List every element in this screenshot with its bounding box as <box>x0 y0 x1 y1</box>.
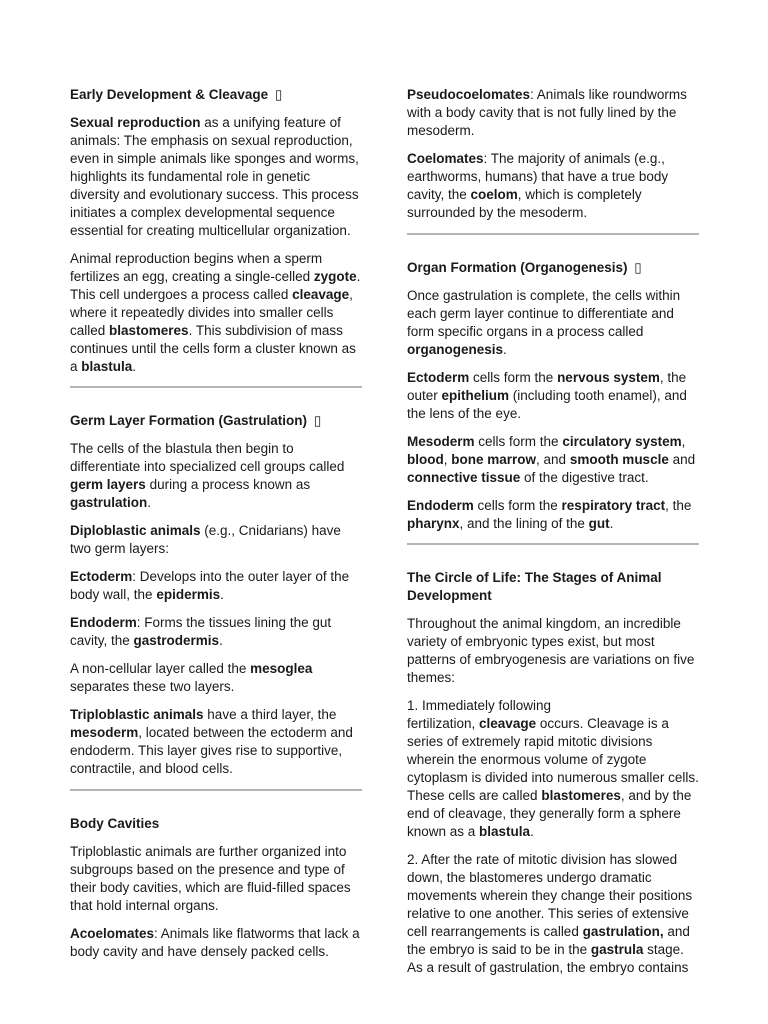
paragraph-mesoderm-organs: Mesoderm cells form the circulatory system, blood, bone marrow, and smooth muscle and connective tissue of the digestive tract. <box>407 434 696 485</box>
paragraph-animal-reproduction: Animal reproduction begins when a sperm fertilizes an egg, creating a single-celled zygote. This cell undergoes a process called cleavage, where it repeatedly divides into smaller cells called blastomeres. This subdivision of mass continues until the cells form a cluster known as a blastula. <box>70 251 361 374</box>
section-divider <box>407 233 699 235</box>
paragraph-embryonic-variety: Throughout the animal kingdom, an incredible variety of embryonic types exist, but most patterns of embryogenesis are variations on five themes: <box>407 616 695 685</box>
paragraph-coelomates: Coelomates: The majority of animals (e.g., earthworms, humans) that have a true body cavity, the coelom, which is completely surrounded by the mesoderm. <box>407 151 669 220</box>
paragraph-organogenesis: Once gastrulation is complete, the cells within each germ layer continue to differentiate and form specific organs in a process called organogenesis. <box>407 288 681 357</box>
paragraph-triploblastic-subgroups: Triploblastic animals are further organized into subgroups based on the presence and type of their body cavities, which are fluid-filled spaces that hold internal organs. <box>70 844 351 913</box>
paragraph-acoelomates: Acoelomates: Animals like flatworms that lack a body cavity and have densely packed cells. <box>70 926 360 959</box>
right-column <box>407 86 699 987</box>
missing-glyph-icon: ▯ <box>313 413 322 428</box>
section-divider <box>407 543 699 545</box>
section-heading-early-development: Early Development & Cleavage ▯ <box>70 87 283 102</box>
missing-glyph-icon: ▯ <box>634 260 642 275</box>
paragraph-mesoglea: A non-cellular layer called the mesoglea separates these two layers. <box>70 661 313 694</box>
section-divider <box>70 386 362 388</box>
paragraph-ectoderm: Ectoderm: Develops into the outer layer of the body wall, the epidermis. <box>70 569 350 602</box>
paragraph-stage-1-cleavage: 1. Immediately following fertilization, cleavage occurs. Cleavage is a series of extremely rapid mitotic divisions wherein the enormous volume of zygote cytoplasm is divided into numerous smaller cells. These cells are called blastomeres, and by the end of cleavage, they generally form a sphere known as a blastula. <box>407 698 699 839</box>
section-heading-body-cavities: Body Cavities <box>70 816 160 831</box>
paragraph-pseudocoelomates: Pseudocoelomates: Animals like roundworms with a body cavity that is not fully lined by the mesoderm. <box>407 87 687 138</box>
section-divider <box>70 789 362 791</box>
paragraph-stage-2-gastrulation: 2. After the rate of mitotic division has slowed down, the blastomeres undergo dramatic movements wherein they change their positions relative to one another. This series of extensive cell rearrangements is called gastrulation, and the embryo is said to be in the gastrula stage. As a result of gastrulation, the embryo contains <box>407 852 693 975</box>
paragraph-endoderm: Endoderm: Forms the tissues lining the gut cavity, the gastrodermis. <box>70 615 332 648</box>
left-column <box>70 86 362 971</box>
paragraph-sexual-reproduction: Sexual reproduction as a unifying feature of animals: The emphasis on sexual reproduction, even in simple animals like sponges and worms, highlights its fundamental role in genetic diversity and evolutionary success. This process initiates a complex developmental sequence essential for creating multicellular organization. <box>70 115 359 238</box>
paragraph-endoderm-organs: Endoderm cells form the respiratory tract, the pharynx, and the lining of the gut. <box>407 498 692 531</box>
section-heading-circle-of-life: The Circle of Life: The Stages of Animal Development <box>407 570 662 603</box>
section-heading-germ-layer-formation: Germ Layer Formation (Gastrulation) ▯ <box>70 413 322 428</box>
paragraph-triploblastic: Triploblastic animals have a third layer, the mesoderm, located between the ectoderm and endoderm. This layer gives rise to supportive, contractile, and blood cells. <box>70 707 353 776</box>
missing-glyph-icon: ▯ <box>274 87 283 102</box>
paragraph-blastula-differentiation: The cells of the blastula then begin to differentiate into specialized cell groups called germ layers during a process known as gastrulation. <box>70 441 345 510</box>
paragraph-diploblastic: Diploblastic animals (e.g., Cnidarians) have two germ layers: <box>70 523 341 556</box>
paragraph-ectoderm-organs: Ectoderm cells form the nervous system, the outer epithelium (including tooth enamel), and the lens of the eye. <box>407 370 687 421</box>
section-heading-organ-formation: Organ Formation (Organogenesis) ▯ <box>407 260 642 275</box>
